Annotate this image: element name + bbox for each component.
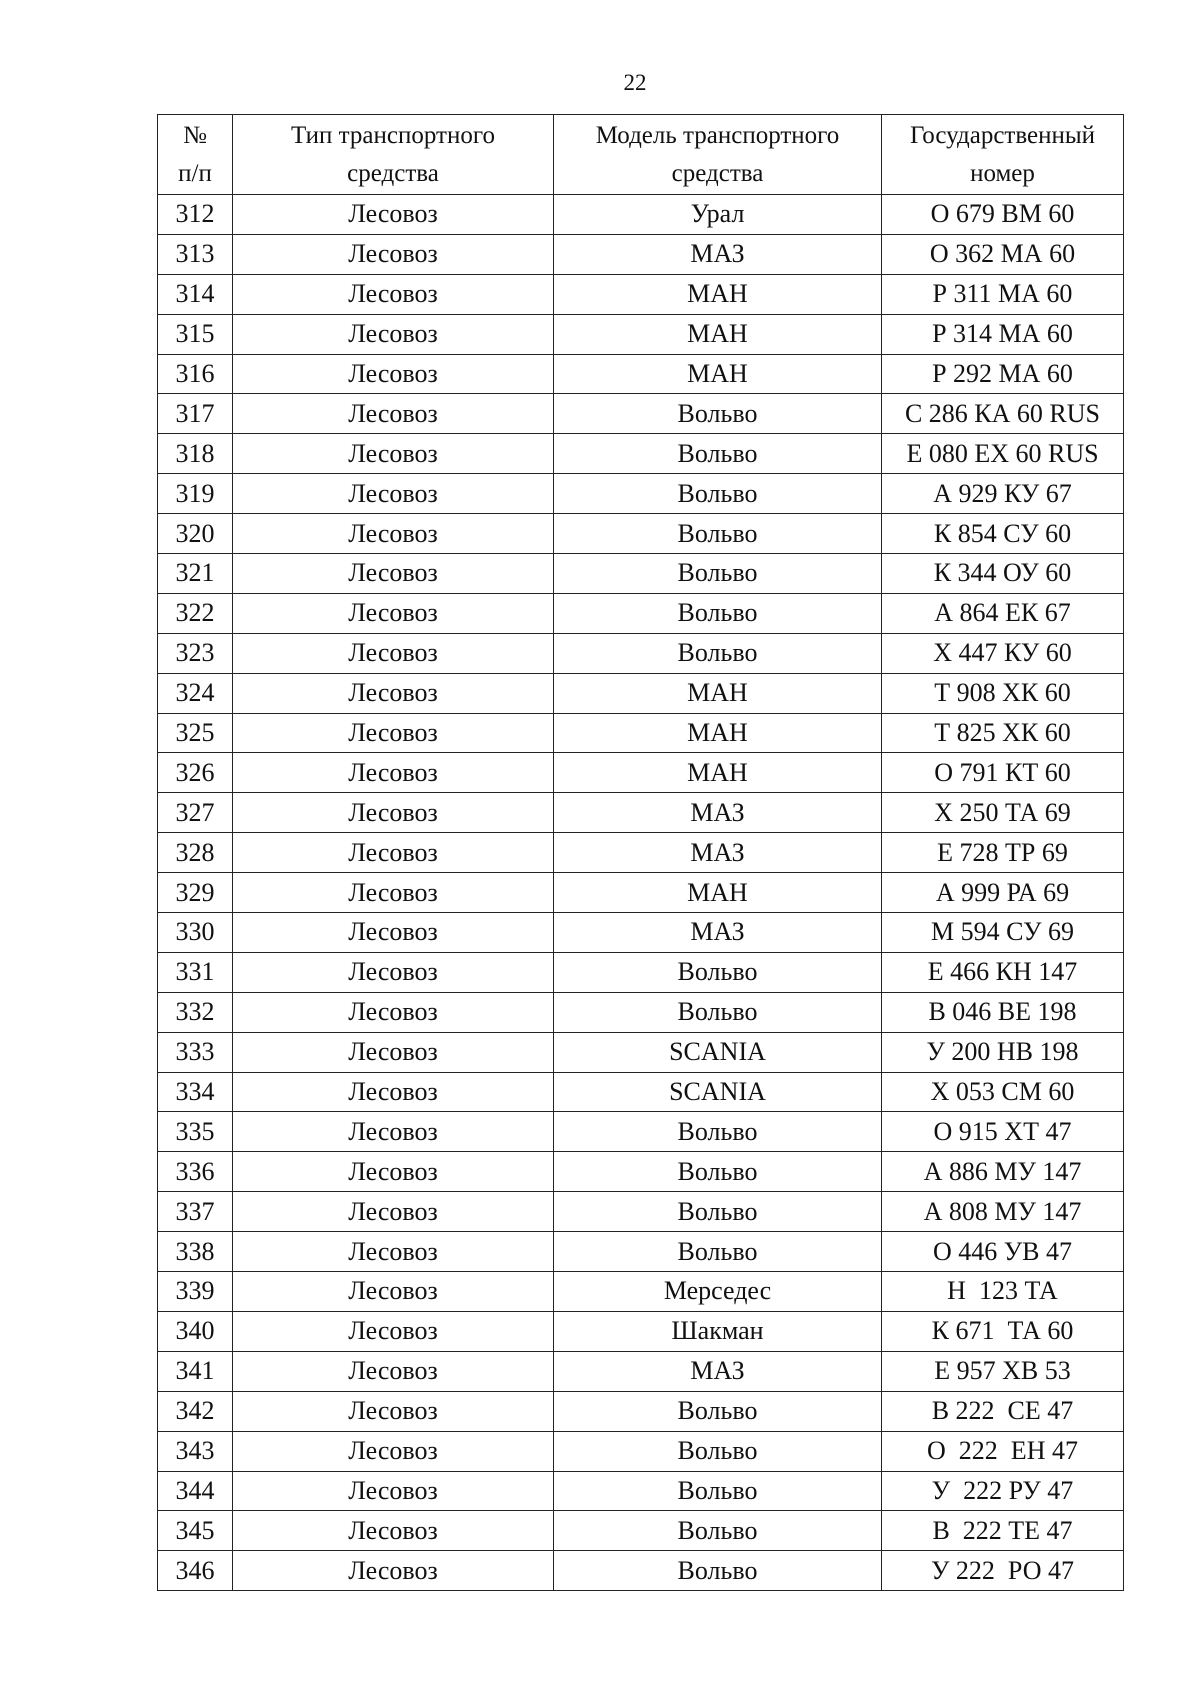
vehicle-type-cell: Лесовоз: [233, 394, 554, 434]
table-row: [158, 1511, 1124, 1551]
table-row: [158, 913, 1124, 953]
plate-number-cell: Х 250 ТА 69: [882, 793, 1124, 833]
row-number-cell: 341: [158, 1351, 233, 1391]
header-vehicle-type: [233, 115, 554, 195]
row-number-cell: 316: [158, 354, 233, 394]
table-row: [158, 195, 1124, 235]
table-row: [158, 1311, 1124, 1351]
row-number-cell: 331: [158, 952, 233, 992]
plate-number-cell: С 286 КА 60 RUS: [882, 394, 1124, 434]
header-vehicle-type-line1: Тип транспортного: [291, 121, 495, 149]
table-row: [158, 713, 1124, 753]
vehicle-type-cell: Лесовоз: [233, 1351, 554, 1391]
row-number-cell: 328: [158, 833, 233, 873]
plate-number-cell: Р 292 МА 60: [882, 354, 1124, 394]
plate-number-cell: У 222 РУ 47: [882, 1471, 1124, 1511]
vehicle-model-cell: МАН: [554, 873, 882, 913]
row-number-cell: 335: [158, 1112, 233, 1152]
row-number-cell: 322: [158, 593, 233, 633]
table-row: [158, 1431, 1124, 1471]
plate-number-cell: О 446 УВ 47: [882, 1232, 1124, 1272]
row-number-cell: 346: [158, 1551, 233, 1591]
vehicle-model-cell: Вольво: [554, 394, 882, 434]
plate-number-cell: Т 825 ХК 60: [882, 713, 1124, 753]
vehicle-type-cell: Лесовоз: [233, 952, 554, 992]
vehicle-type-cell: Лесовоз: [233, 1272, 554, 1312]
header-vehicle-model-line1: Модель транспортного: [595, 121, 840, 149]
table-row: [158, 1152, 1124, 1192]
vehicle-type-cell: Лесовоз: [233, 1511, 554, 1551]
plate-number-cell: О 791 КТ 60: [882, 753, 1124, 793]
vehicle-type-cell: Лесовоз: [233, 474, 554, 514]
plate-number-cell: А 886 МУ 147: [882, 1152, 1124, 1192]
table-row: [158, 354, 1124, 394]
plate-number-cell: М 594 СУ 69: [882, 913, 1124, 953]
vehicle-type-cell: Лесовоз: [233, 1471, 554, 1511]
table-row: [158, 1471, 1124, 1511]
vehicle-model-cell: Вольво: [554, 1471, 882, 1511]
vehicle-model-cell: МАН: [554, 274, 882, 314]
vehicle-model-cell: Вольво: [554, 593, 882, 633]
vehicle-model-cell: Вольво: [554, 1232, 882, 1272]
vehicle-model-cell: МАЗ: [554, 234, 882, 274]
table-row: [158, 1272, 1124, 1312]
row-number-cell: 327: [158, 793, 233, 833]
header-plate-number: [882, 115, 1124, 195]
vehicle-model-cell: Вольво: [554, 633, 882, 673]
vehicle-type-cell: Лесовоз: [233, 833, 554, 873]
row-number-cell: 321: [158, 554, 233, 594]
plate-number-cell: В 046 ВЕ 198: [882, 992, 1124, 1032]
table-row: [158, 593, 1124, 633]
vehicle-model-cell: Вольво: [554, 554, 882, 594]
vehicle-model-cell: МАН: [554, 673, 882, 713]
vehicle-type-cell: Лесовоз: [233, 195, 554, 235]
vehicle-type-cell: Лесовоз: [233, 314, 554, 354]
plate-number-cell: О 915 ХТ 47: [882, 1112, 1124, 1152]
vehicle-model-cell: Вольво: [554, 1192, 882, 1232]
plate-number-cell: Е 080 ЕХ 60 RUS: [882, 434, 1124, 474]
header-number: [158, 115, 233, 195]
plate-number-cell: Е 957 ХВ 53: [882, 1351, 1124, 1391]
plate-number-cell: Х 053 СМ 60: [882, 1072, 1124, 1112]
vehicle-type-cell: Лесовоз: [233, 633, 554, 673]
table-row: [158, 474, 1124, 514]
table-row: [158, 514, 1124, 554]
plate-number-cell: А 929 КУ 67: [882, 474, 1124, 514]
row-number-cell: 338: [158, 1232, 233, 1272]
table-row: [158, 673, 1124, 713]
header-plate-number-line2: номер: [970, 159, 1035, 187]
vehicle-model-cell: МАЗ: [554, 833, 882, 873]
vehicle-model-cell: Шакман: [554, 1311, 882, 1351]
row-number-cell: 336: [158, 1152, 233, 1192]
vehicle-type-cell: Лесовоз: [233, 1232, 554, 1272]
vehicle-type-cell: Лесовоз: [233, 713, 554, 753]
vehicle-model-cell: МАЗ: [554, 913, 882, 953]
row-number-cell: 343: [158, 1431, 233, 1471]
plate-number-cell: А 999 РА 69: [882, 873, 1124, 913]
vehicle-model-cell: МАН: [554, 354, 882, 394]
vehicle-model-cell: SCANIA: [554, 1072, 882, 1112]
vehicle-type-cell: Лесовоз: [233, 913, 554, 953]
vehicle-type-cell: Лесовоз: [233, 992, 554, 1032]
vehicle-model-cell: Вольво: [554, 952, 882, 992]
plate-number-cell: А 808 МУ 147: [882, 1192, 1124, 1232]
table-row: [158, 314, 1124, 354]
vehicle-model-cell: Мерседес: [554, 1272, 882, 1312]
table-row: [158, 633, 1124, 673]
row-number-cell: 317: [158, 394, 233, 434]
vehicle-model-cell: Вольво: [554, 474, 882, 514]
vehicle-type-cell: Лесовоз: [233, 793, 554, 833]
vehicle-type-cell: Лесовоз: [233, 1431, 554, 1471]
header-number-line1: №: [183, 121, 207, 149]
vehicle-type-cell: Лесовоз: [233, 753, 554, 793]
vehicle-type-cell: Лесовоз: [233, 873, 554, 913]
plate-number-cell: О 222 ЕН 47: [882, 1431, 1124, 1471]
table-header-row: [158, 115, 1124, 195]
table-row: [158, 793, 1124, 833]
table-row: [158, 234, 1124, 274]
row-number-cell: 330: [158, 913, 233, 953]
table-row: [158, 274, 1124, 314]
vehicle-type-cell: Лесовоз: [233, 1311, 554, 1351]
vehicle-type-cell: Лесовоз: [233, 1551, 554, 1591]
vehicle-model-cell: Вольво: [554, 992, 882, 1032]
header-plate-number-line1: Государственный: [909, 121, 1096, 149]
plate-number-cell: К 854 СУ 60: [882, 514, 1124, 554]
header-vehicle-model: [554, 115, 882, 195]
table-row: [158, 1112, 1124, 1152]
table-row: [158, 1192, 1124, 1232]
table-row: [158, 1072, 1124, 1112]
row-number-cell: 312: [158, 195, 233, 235]
table-row: [158, 1032, 1124, 1072]
table-row: [158, 1391, 1124, 1431]
header-number-line2: п/п: [178, 159, 212, 187]
row-number-cell: 314: [158, 274, 233, 314]
vehicle-model-cell: МАЗ: [554, 1351, 882, 1391]
plate-number-cell: Х 447 КУ 60: [882, 633, 1124, 673]
vehicle-type-cell: Лесовоз: [233, 434, 554, 474]
vehicle-model-cell: Вольво: [554, 514, 882, 554]
row-number-cell: 323: [158, 633, 233, 673]
vehicle-type-cell: Лесовоз: [233, 1112, 554, 1152]
plate-number-cell: К 671 ТА 60: [882, 1311, 1124, 1351]
row-number-cell: 319: [158, 474, 233, 514]
table-body: [158, 195, 1124, 1591]
page-number: 22: [623, 70, 647, 95]
plate-number-cell: К 344 ОУ 60: [882, 554, 1124, 594]
plate-number-cell: В 222 СЕ 47: [882, 1391, 1124, 1431]
vehicle-model-cell: МАН: [554, 713, 882, 753]
vehicle-model-cell: МАН: [554, 314, 882, 354]
row-number-cell: 320: [158, 514, 233, 554]
plate-number-cell: О 362 МА 60: [882, 234, 1124, 274]
plate-number-cell: Т 908 ХК 60: [882, 673, 1124, 713]
vehicle-model-cell: МАЗ: [554, 793, 882, 833]
vehicle-type-cell: Лесовоз: [233, 554, 554, 594]
plate-number-cell: Е 728 ТР 69: [882, 833, 1124, 873]
vehicle-type-cell: Лесовоз: [233, 1072, 554, 1112]
plate-number-cell: О 679 ВМ 60: [882, 195, 1124, 235]
row-number-cell: 315: [158, 314, 233, 354]
row-number-cell: 332: [158, 992, 233, 1032]
row-number-cell: 318: [158, 434, 233, 474]
plate-number-cell: Н 123 ТА: [882, 1272, 1124, 1312]
table-row: [158, 434, 1124, 474]
header-vehicle-type-line2: средства: [347, 159, 439, 187]
vehicle-type-cell: Лесовоз: [233, 514, 554, 554]
row-number-cell: 326: [158, 753, 233, 793]
table-row: [158, 1351, 1124, 1391]
vehicle-type-cell: Лесовоз: [233, 1391, 554, 1431]
vehicle-type-cell: Лесовоз: [233, 1152, 554, 1192]
table-row: [158, 873, 1124, 913]
table-row: [158, 1551, 1124, 1591]
vehicle-model-cell: Вольво: [554, 434, 882, 474]
vehicle-model-cell: Урал: [554, 195, 882, 235]
row-number-cell: 342: [158, 1391, 233, 1431]
vehicle-model-cell: Вольво: [554, 1391, 882, 1431]
header-vehicle-model-line2: средства: [671, 159, 764, 187]
plate-number-cell: У 200 НВ 198: [882, 1032, 1124, 1072]
row-number-cell: 329: [158, 873, 233, 913]
row-number-cell: 334: [158, 1072, 233, 1112]
table-row: [158, 394, 1124, 434]
table-row: [158, 1232, 1124, 1272]
table-row: [158, 952, 1124, 992]
vehicle-type-cell: Лесовоз: [233, 593, 554, 633]
row-number-cell: 340: [158, 1311, 233, 1351]
vehicle-model-cell: Вольво: [554, 1551, 882, 1591]
row-number-cell: 324: [158, 673, 233, 713]
vehicle-model-cell: Вольво: [554, 1511, 882, 1551]
plate-number-cell: Р 311 МА 60: [882, 274, 1124, 314]
vehicle-model-cell: МАН: [554, 753, 882, 793]
plate-number-cell: Е 466 КН 147: [882, 952, 1124, 992]
vehicle-table: [157, 114, 1124, 1591]
row-number-cell: 333: [158, 1032, 233, 1072]
vehicle-type-cell: Лесовоз: [233, 274, 554, 314]
plate-number-cell: Р 314 МА 60: [882, 314, 1124, 354]
vehicle-model-cell: Вольво: [554, 1152, 882, 1192]
row-number-cell: 337: [158, 1192, 233, 1232]
vehicle-type-cell: Лесовоз: [233, 354, 554, 394]
plate-number-cell: У 222 РО 47: [882, 1551, 1124, 1591]
vehicle-type-cell: Лесовоз: [233, 1032, 554, 1072]
table-row: [158, 833, 1124, 873]
row-number-cell: 325: [158, 713, 233, 753]
vehicle-model-cell: Вольво: [554, 1431, 882, 1471]
vehicle-type-cell: Лесовоз: [233, 234, 554, 274]
vehicle-model-cell: Вольво: [554, 1112, 882, 1152]
vehicle-type-cell: Лесовоз: [233, 1192, 554, 1232]
row-number-cell: 339: [158, 1272, 233, 1312]
row-number-cell: 345: [158, 1511, 233, 1551]
row-number-cell: 313: [158, 234, 233, 274]
vehicle-model-cell: SCANIA: [554, 1032, 882, 1072]
table-row: [158, 554, 1124, 594]
vehicle-type-cell: Лесовоз: [233, 673, 554, 713]
table-row: [158, 753, 1124, 793]
row-number-cell: 344: [158, 1471, 233, 1511]
table-row: [158, 992, 1124, 1032]
plate-number-cell: А 864 ЕК 67: [882, 593, 1124, 633]
plate-number-cell: В 222 ТЕ 47: [882, 1511, 1124, 1551]
